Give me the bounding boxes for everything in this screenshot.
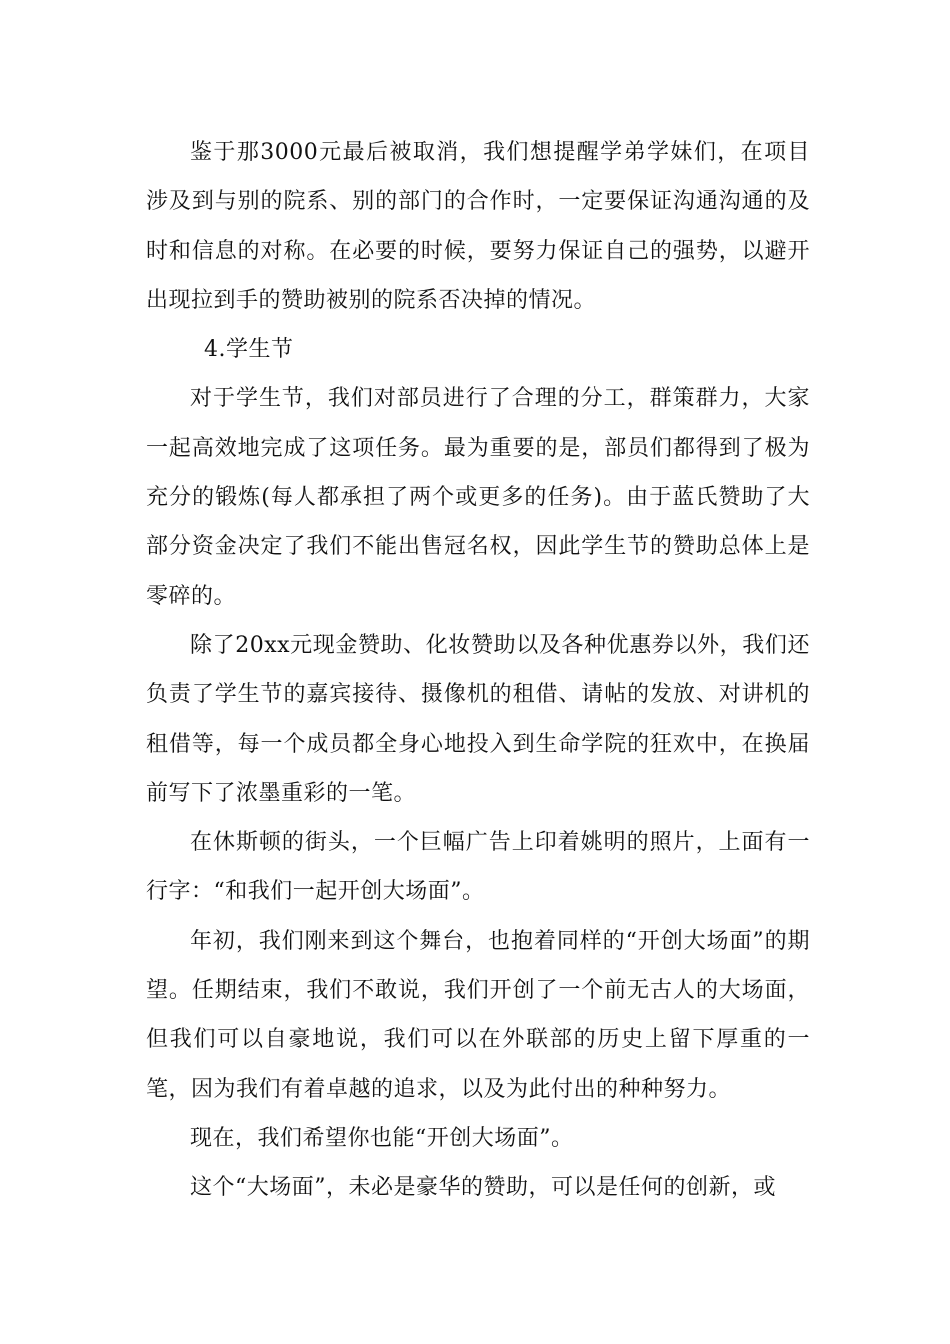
paragraph-sponsorship-cancel: 鉴于那3000元最后被取消，我们想提醒学弟学妹们，在项目涉及到与别的院系、别的部门的合作时，一定要保证沟通沟通的及时和信息的对称。在必要的时候，要努力保证自己的强势，以避开出现拉到手的赞助被别的院系否决掉的情况。 (146, 140, 810, 313)
document-body (146, 128, 810, 1213)
paragraph-houston-billboard: 在休斯顿的街头，一个巨幅广告上印着姚明的照片，上面有一行字：“和我们一起开创大场面”。 (146, 830, 810, 905)
paragraph-year-start: 年初，我们刚来到这个舞台，也抱着同样的“开创大场面”的期望。任期结束，我们不敢说，我们开创了一个前无古人的大场面，但我们可以自豪地说，我们可以在外联部的历史上留下厚重的一笔，因为我们有着卓越的追求，以及为此付出的种种努力。 (146, 928, 810, 1102)
paragraph-student-festival-division: 对于学生节，我们对部员进行了合理的分工，群策群力，大家一起高效地完成了这项任务。最为重要的是，部员们都得到了极为充分的锻炼(每人都承担了两个或更多的任务)。由于蓝氏赞助了大部分资金决定了我们不能出售冠名权，因此学生节的赞助总体上是零碎的。 (146, 386, 810, 609)
paragraph-student-festival-sponsorship: 除了20xx元现金赞助、化妆赞助以及各种优惠券以外，我们还负责了学生节的嘉宾接待、摄像机的租借、请帖的发放、对讲机的租借等，每一个成员都全身心地投入到生命学院的狂欢中，在换届前写下了浓墨重彩的一笔。 (146, 632, 810, 806)
paragraph-big-scene: 这个“大场面”，未必是豪华的赞助，可以是任何的创新，或 (190, 1175, 776, 1201)
paragraph-hope: 现在，我们希望你也能“开创大场面”。 (190, 1125, 574, 1151)
section-heading-student-festival: 4.学生节 (204, 337, 294, 363)
